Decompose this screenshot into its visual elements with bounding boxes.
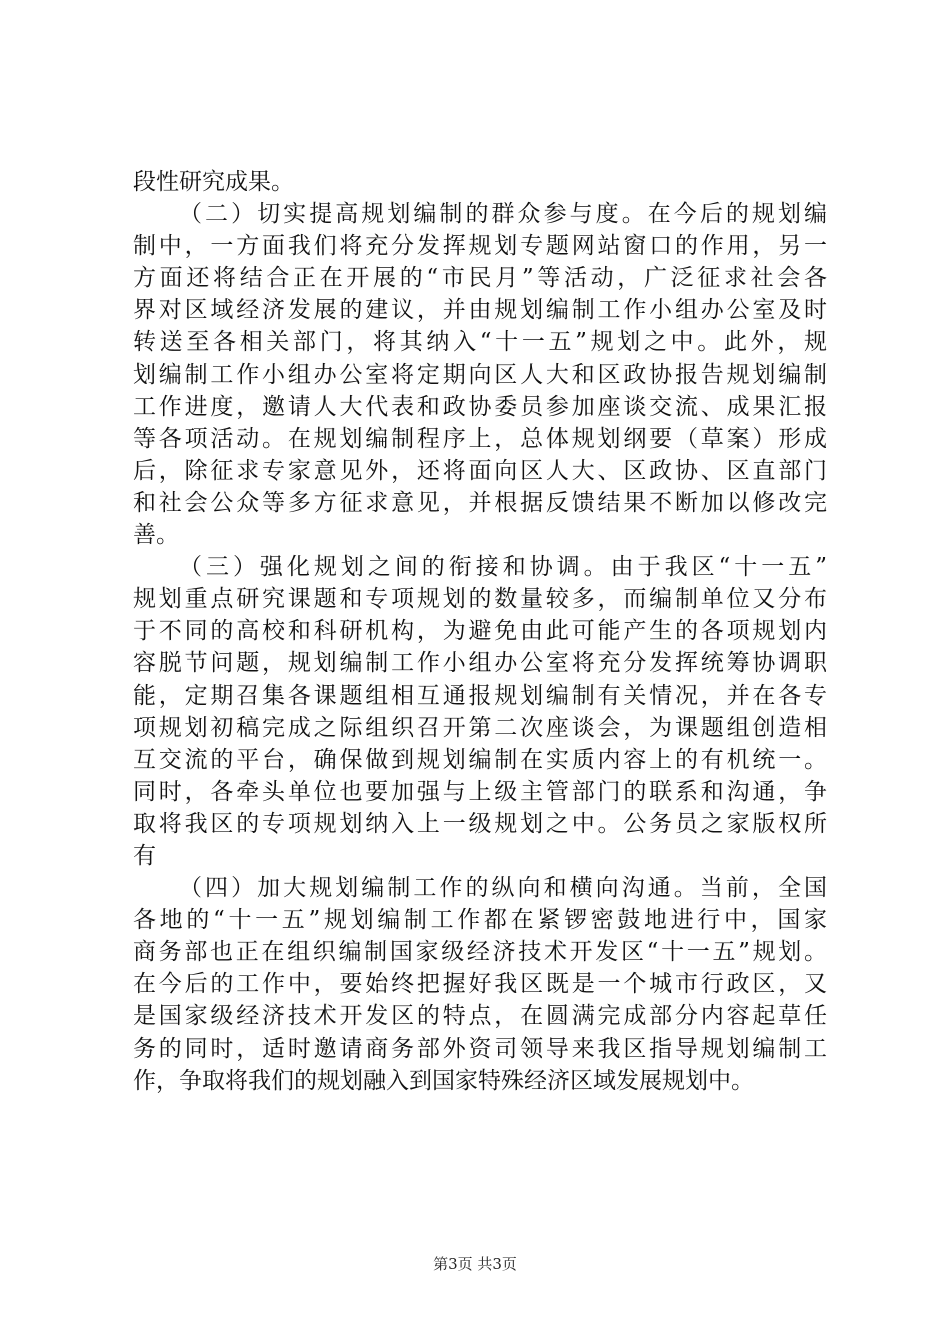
text-line: 作，争取将我们的规划融入到国家特殊经济区域发展规划中。 bbox=[133, 1067, 754, 1094]
text-line: 同时，各牵头单位也要加强与上级主管部门的联系和沟通，争 bbox=[133, 778, 827, 805]
text-line: 是国家级经济技术开发区的特点，在圆满完成部分内容起草任 bbox=[133, 1003, 827, 1030]
text-line: 各地的“十一五”规划编制工作都在紧锣密鼓地进行中，国家 bbox=[133, 907, 827, 934]
text-line: 方面还将结合正在开展的“市民月”等活动，广泛征求社会各 bbox=[133, 265, 827, 292]
text-line: 工作进度，邀请人大代表和政协委员参加座谈交流、成果汇报 bbox=[133, 393, 827, 420]
text-line: 等各项活动。在规划编制程序上，总体规划纲要（草案）形成 bbox=[133, 425, 827, 452]
text-line: 能，定期召集各课题组相互通报规划编制有关情况，并在各专 bbox=[133, 682, 827, 709]
text-line: （二）切实提高规划编制的群众参与度。在今后的规划编 bbox=[179, 201, 827, 228]
text-line: 善。 bbox=[133, 522, 179, 549]
text-line: 取将我区的专项规划纳入上一级规划之中。公务员之家版权所 bbox=[133, 810, 827, 837]
text-line: （三）强化规划之间的衔接和协调。由于我区“十一五” bbox=[179, 554, 827, 581]
text-line: 互交流的平台，确保做到规划编制在实质内容上的有机统一。 bbox=[133, 746, 827, 773]
text-line: 划编制工作小组办公室将定期向区人大和区政协报告规划编制 bbox=[133, 361, 827, 388]
text-line: 后，除征求专家意见外，还将面向区人大、区政协、区直部门 bbox=[133, 457, 827, 484]
text-line: 和社会公众等多方征求意见，并根据反馈结果不断加以修改完 bbox=[133, 489, 827, 516]
text-line: 有 bbox=[133, 842, 156, 869]
text-line: 段性研究成果。 bbox=[133, 169, 294, 195]
text-line: 务的同时，适时邀请商务部外资司领导来我区指导规划编制工 bbox=[133, 1035, 827, 1062]
text-line: 制中，一方面我们将充分发挥规划专题网站窗口的作用，另一 bbox=[133, 233, 827, 260]
text-line: 在今后的工作中，要始终把握好我区既是一个城市行政区，又 bbox=[133, 971, 827, 998]
text-line: 于不同的高校和科研机构，为避免由此可能产生的各项规划内 bbox=[133, 618, 827, 645]
page-number-footer: 第3页 共3页 bbox=[433, 1255, 517, 1273]
text-line: 转送至各相关部门，将其纳入“十一五”规划之中。此外，规 bbox=[133, 329, 827, 356]
text-line: 界对区域经济发展的建议，并由规划编制工作小组办公室及时 bbox=[133, 297, 827, 324]
text-line: 商务部也正在组织编制国家级经济技术开发区“十一五”规划。 bbox=[133, 939, 827, 966]
document-body bbox=[133, 166, 827, 1097]
text-line: （四）加大规划编制工作的纵向和横向沟通。当前，全国 bbox=[179, 875, 827, 902]
text-line: 容脱节问题，规划编制工作小组办公室将充分发挥统筹协调职 bbox=[133, 650, 827, 677]
text-line: 项规划初稿完成之际组织召开第二次座谈会，为课题组创造相 bbox=[133, 714, 827, 741]
text-line: 规划重点研究课题和专项规划的数量较多，而编制单位又分布 bbox=[133, 586, 827, 613]
